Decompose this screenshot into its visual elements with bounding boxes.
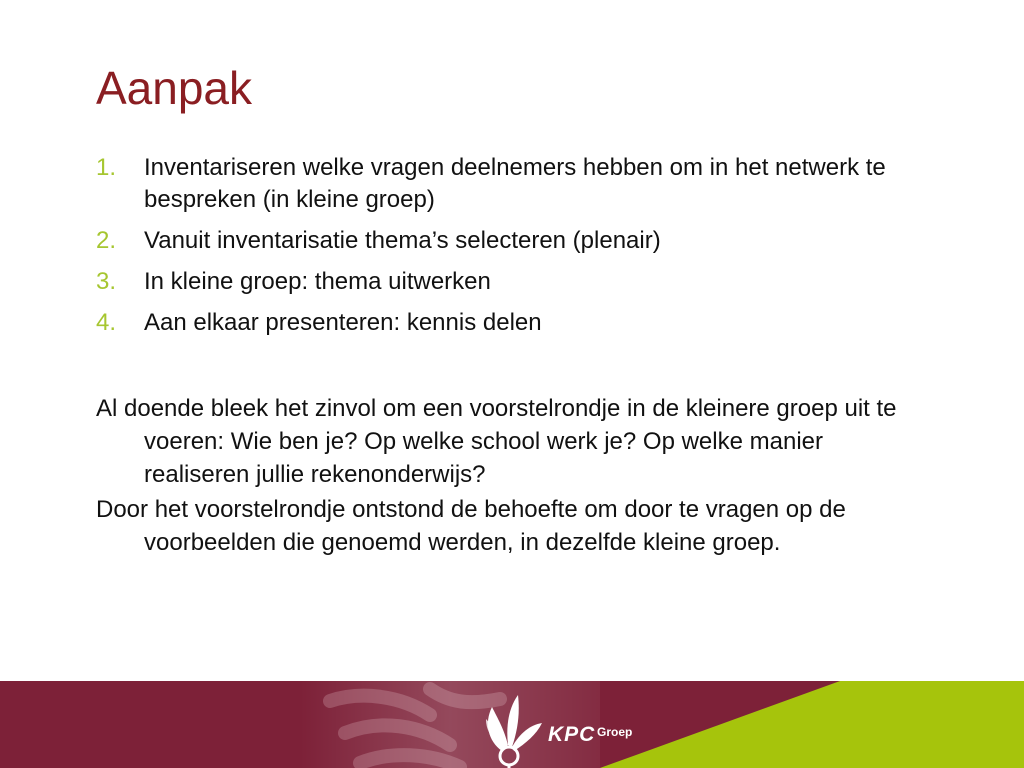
kpc-logo-subtext: Groep <box>597 725 633 739</box>
slide-title: Aanpak <box>96 62 253 114</box>
step-text: Inventariseren welke vragen deelnemers hebben om in het netwerk te bespreken (in kleine groep) <box>144 154 886 213</box>
body-text <box>96 392 926 561</box>
list-item <box>96 307 926 339</box>
step-text: Aan elkaar presenteren: kennis delen <box>144 309 542 336</box>
list-item <box>96 225 926 257</box>
list-item <box>96 266 926 298</box>
paragraph: Door het voorstelrondje ontstond de behoefte om door te vragen op de voorbeelden die genoemd werden, in dezelfde kleine groep. <box>96 496 846 556</box>
step-number: 4. <box>96 309 117 336</box>
paragraph: Al doende bleek het zinvol om een voorstelrondje in de kleinere groep uit te voeren: Wie ben je? Op welke school werk je? Op welke manier realiseren jullie rekenonderwijs? <box>96 395 897 488</box>
step-number: 1. <box>96 154 117 181</box>
list-item <box>96 152 926 216</box>
kpc-logo-text: KPC <box>548 723 596 746</box>
steps-list <box>96 152 926 348</box>
step-number: 2. <box>96 227 117 254</box>
step-number: 3. <box>96 268 117 295</box>
step-text: In kleine groep: thema uitwerken <box>144 268 491 295</box>
step-text: Vanuit inventarisatie thema’s selecteren (plenair) <box>144 227 661 254</box>
footer-band <box>0 681 1024 768</box>
